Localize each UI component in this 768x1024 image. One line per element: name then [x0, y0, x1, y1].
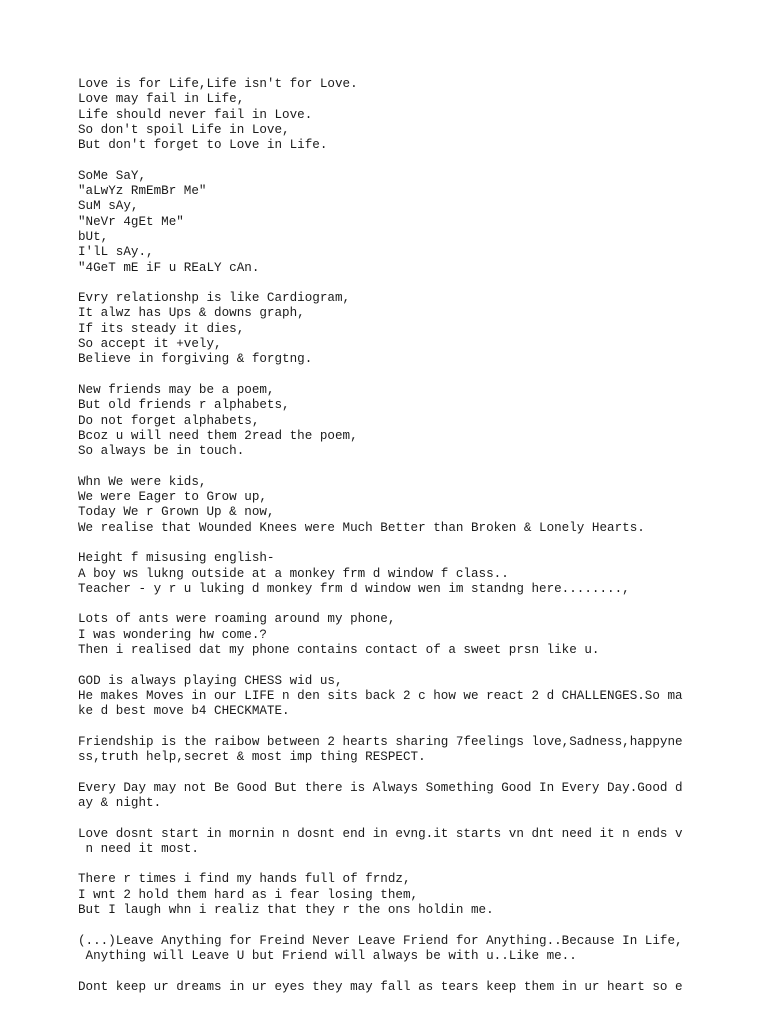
- text-stanza: [78, 77, 718, 153]
- text-line: Anything will Leave U but Friend will always be with u..Like me..: [78, 948, 577, 963]
- text-line: He makes Moves in our LIFE n den sits back 2 c how we react 2 d CHALLENGES.So ma: [78, 688, 683, 703]
- text-line: GOD is always playing CHESS wid us,: [78, 673, 343, 688]
- text-stanza: [78, 169, 718, 276]
- text-line: Height f misusing english-: [78, 551, 275, 566]
- text-line: If its steady it dies,: [78, 321, 245, 336]
- text-line: SoMe SaY,: [78, 168, 147, 183]
- text-stanza: [78, 475, 718, 536]
- text-stanza: [78, 551, 718, 597]
- text-stanza: [78, 735, 718, 766]
- text-stanza: [78, 934, 718, 965]
- text-line: Dont keep ur dreams in ur eyes they may fall as tears keep them in ur heart so e: [78, 979, 683, 994]
- text-stanza: [78, 980, 718, 995]
- text-line: Lots of ants were roaming around my phone,: [78, 612, 396, 627]
- text-line: n need it most.: [78, 841, 199, 856]
- text-line: "NeVr 4gEt Me": [78, 214, 184, 229]
- text-line: But old friends r alphabets,: [78, 398, 290, 413]
- text-line: "4GeT mE iF u REaLY cAn.: [78, 260, 260, 275]
- text-stanza: [78, 383, 718, 459]
- text-line: But don't forget to Love in Life.: [78, 138, 328, 153]
- text-stanza: [78, 827, 718, 858]
- text-line: "aLwYz RmEmBr Me": [78, 184, 207, 199]
- text-line: Every Day may not Be Good But there is Always Something Good In Every Day.Good d: [78, 780, 683, 795]
- text-line: ke d best move b4 CHECKMATE.: [78, 704, 290, 719]
- text-line: bUt,: [78, 229, 109, 244]
- text-line: Whn We were kids,: [78, 474, 207, 489]
- text-line: But I laugh whn i realiz that they r the ons holdin me.: [78, 903, 494, 918]
- text-line: Do not forget alphabets,: [78, 413, 260, 428]
- text-line: ay & night.: [78, 795, 162, 810]
- text-stanza: [78, 612, 718, 658]
- text-line: There r times i find my hands full of frndz,: [78, 872, 411, 887]
- document-body: [78, 77, 718, 1010]
- text-line: Believe in forgiving & forgtng.: [78, 352, 313, 367]
- text-line: I was wondering hw come.?: [78, 627, 267, 642]
- text-line: So don't spoil Life in Love,: [78, 122, 290, 137]
- text-line: I'lL sAy.,: [78, 245, 154, 260]
- text-line: A boy ws lukng outside at a monkey frm d window f class..: [78, 566, 509, 581]
- text-line: Today We r Grown Up & now,: [78, 505, 275, 520]
- text-line: Evry relationshp is like Cardiogram,: [78, 291, 351, 306]
- text-line: Friendship is the raibow between 2 hearts sharing 7feelings love,Sadness,happyne: [78, 734, 683, 749]
- text-line: New friends may be a poem,: [78, 382, 275, 397]
- text-line: Life should never fail in Love.: [78, 107, 313, 122]
- text-line: Love is for Life,Life isn't for Love.: [78, 77, 358, 91]
- text-line: Love may fail in Life,: [78, 92, 245, 107]
- text-line: (...)Leave Anything for Freind Never Leave Friend for Anything..Because In Life,: [78, 933, 683, 948]
- text-stanza: [78, 872, 718, 918]
- text-line: Teacher - y r u luking d monkey frm d window wen im standng here........,: [78, 581, 630, 596]
- text-stanza: [78, 674, 718, 720]
- text-line: So accept it +vely,: [78, 337, 222, 352]
- text-line: Love dosnt start in mornin n dosnt end in evng.it starts vn dnt need it n ends v: [78, 826, 683, 841]
- text-line: So always be in touch.: [78, 444, 245, 459]
- text-line: It alwz has Ups & downs graph,: [78, 306, 305, 321]
- text-stanza: [78, 291, 718, 367]
- text-line: SuM sAy,: [78, 199, 139, 214]
- text-line: We realise that Wounded Knees were Much Better than Broken & Lonely Hearts.: [78, 520, 645, 535]
- text-line: I wnt 2 hold them hard as i fear losing them,: [78, 887, 419, 902]
- text-line: Bcoz u will need them 2read the poem,: [78, 428, 358, 443]
- text-line: We were Eager to Grow up,: [78, 490, 267, 505]
- text-line: ss,truth help,secret & most imp thing RESPECT.: [78, 750, 426, 765]
- text-line: Then i realised dat my phone contains contact of a sweet prsn like u.: [78, 642, 600, 657]
- text-stanza: [78, 781, 718, 812]
